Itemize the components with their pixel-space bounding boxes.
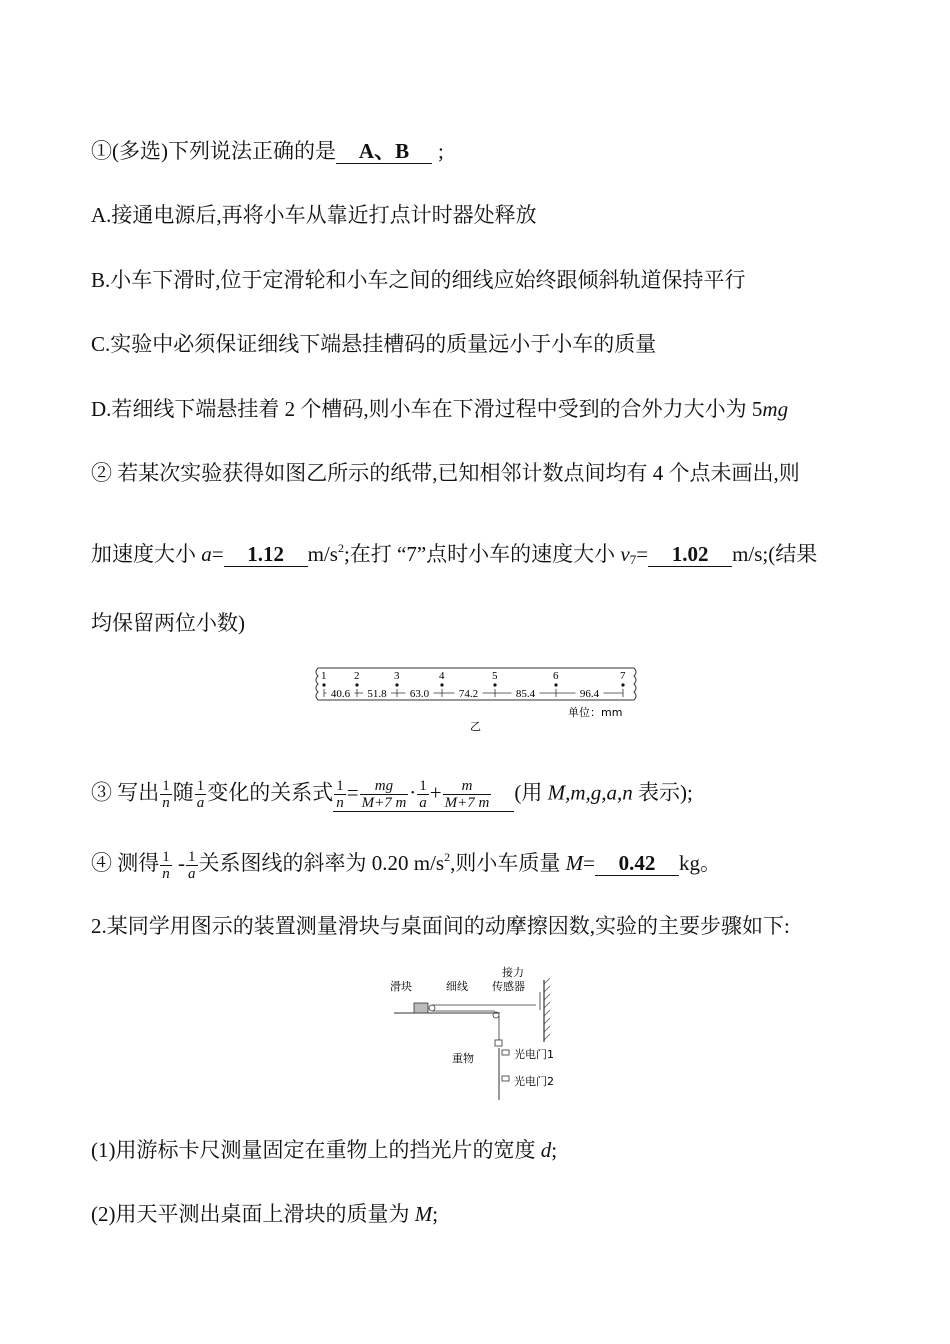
apparatus-figure (388, 962, 588, 1102)
p2-step1-text: (1)用游标卡尺测量固定在重物上的挡光片的宽度 (91, 1138, 541, 1162)
q3-mid: 变化的关系式 (207, 780, 334, 805)
tape-point-dot (554, 683, 557, 686)
q3-sui: 随 (172, 780, 194, 805)
pulley-left (429, 1005, 435, 1011)
tape-point-label: 7 (620, 670, 626, 682)
q4-text2: ,则小车质量 (450, 851, 566, 875)
label-gate1: 光电门1 (514, 1048, 554, 1061)
q2-mid: ;在打 “7”点时小车的速度大小 (343, 542, 621, 566)
weight-block (495, 1040, 502, 1046)
q3-ans-num: 1 (336, 778, 344, 794)
q3-ans-den1: M+7 m (361, 795, 407, 811)
q4-frac-1-a (186, 849, 198, 882)
tape-segment-label: 96.4 (579, 688, 600, 700)
p2-intro: 2.某同学用图示的装置测量滑块与桌面间的动摩擦因数,实验的主要步骤如下: (91, 914, 790, 938)
p2-step1-end: ; (551, 1138, 558, 1162)
q3-frac-den: n (162, 795, 170, 811)
q4-unit: kg。 (678, 851, 721, 875)
tape-segment-label: 63.0 (409, 688, 430, 700)
q4-text: 关系图线的斜率为 0.20 m/s (198, 851, 445, 875)
tape-point-dot (621, 683, 624, 686)
p2-step2-text: (2)用天平测出桌面上滑块的质量为 (91, 1202, 415, 1226)
q3-ans-mg: mg (360, 778, 409, 795)
p2-step1-var: d (540, 1138, 552, 1162)
q3-tail: 表示); (632, 780, 693, 805)
tape-segment-label: 85.4 (515, 688, 536, 700)
q4-var: M (565, 851, 584, 875)
q3-line (91, 778, 693, 812)
q2-accel-label: 加速度大小 (91, 542, 202, 566)
q3-ans-frac-1-n (334, 778, 346, 811)
q2-vel-blank: 1.02 (648, 542, 732, 567)
q2-exp: 2 (337, 541, 344, 555)
tape-point-label: 1 (321, 670, 327, 682)
q3-prefix: ③ 写出 (91, 780, 160, 805)
q4-num2: 1 (188, 848, 196, 865)
tape-segment-label: 51.8 (367, 688, 387, 700)
q3-answer-blank (333, 778, 514, 812)
q2-line3: 均保留两位小数) (91, 611, 245, 635)
q1-answer-blank: A、B (336, 139, 432, 164)
q4-num1: 1 (162, 848, 170, 865)
q2-var-v: v (620, 542, 630, 566)
p2-step2 (91, 1200, 438, 1228)
q3-frac-num: 1 (162, 778, 170, 794)
gate1-mark (502, 1050, 509, 1055)
label-sensor-1: 接力 (502, 966, 524, 979)
tape-point-label: 6 (553, 670, 559, 682)
slider-block (414, 1003, 428, 1013)
tape-point-label: 4 (439, 670, 445, 682)
q3-vars: M,m,g,a,n (547, 780, 633, 805)
q3-ans-m: m (443, 778, 492, 795)
q2-end: m/s;(结果 (732, 542, 818, 566)
q4-den1: n (162, 865, 170, 882)
tape-point-label: 3 (394, 670, 400, 682)
label-sensor-2: 传感器 (492, 980, 525, 993)
option-a: A.接通电源后,再将小车从靠近打点计时器处释放 (91, 203, 537, 227)
q2-var-a: a (201, 542, 212, 566)
wall-hatch (544, 978, 550, 1040)
q2-unit1: m/s (307, 542, 338, 566)
q4-dash: - (172, 851, 185, 875)
q2-sub: 7 (629, 552, 637, 567)
q1-suffix: ; (438, 139, 444, 163)
q3-frac-den2: a (196, 795, 205, 811)
tape-segment-label: 40.6 (330, 688, 351, 700)
option-c: C.实验中必须保证细线下端悬挂槽码的质量远小于小车的质量 (91, 332, 657, 356)
p2-step2-end: ; (432, 1202, 439, 1226)
tape-caption: 乙 (470, 720, 481, 733)
q3-suffix: (用 (514, 780, 548, 805)
tape-point-dot (395, 683, 398, 686)
p2-step2-var: M (414, 1202, 433, 1226)
p2-step1 (91, 1136, 557, 1164)
q3-ans-eq: = (346, 780, 359, 805)
q4-line (91, 843, 721, 882)
q1-line (91, 137, 444, 165)
q3-ans-frac-mg (360, 778, 409, 811)
q3-ans-frac-m (443, 778, 492, 811)
tape-point-label: 5 (492, 670, 498, 682)
q2-accel-blank: 1.12 (224, 542, 308, 567)
q2-line2 (91, 534, 817, 574)
q3-ans-frac-1-a (417, 778, 429, 811)
q4-prefix: ④ 测得 (91, 851, 160, 875)
tape-point-dot (322, 683, 325, 686)
option-d-text: D.若细线下端悬挂着 2 个槽码,则小车在下滑过程中受到的合外力大小为 5 (91, 397, 763, 421)
option-b: B.小车下滑时,位于定滑轮和小车之间的细线应始终跟倾斜轨道保持平行 (91, 268, 746, 292)
label-gate2: 光电门2 (514, 1075, 554, 1088)
q2-eq2: = (636, 542, 649, 566)
tape-segments (324, 688, 623, 700)
q3-frac-1-n (160, 778, 172, 811)
q3-frac-num2: 1 (196, 778, 205, 794)
tape-segment-label: 74.2 (458, 688, 479, 700)
paper-tape-figure (312, 664, 642, 736)
q4-frac-1-n (160, 849, 172, 882)
q4-answer-blank: 0.42 (595, 851, 679, 876)
option-d (91, 395, 788, 423)
label-thread: 细线 (446, 980, 468, 993)
q3-ans-den2: a (419, 795, 427, 811)
gate2-mark (502, 1076, 509, 1081)
q3-ans-num2: 1 (419, 778, 427, 794)
q3-frac-1-a (195, 778, 207, 811)
tape-unit: 单位：mm (568, 706, 623, 719)
q3-ans-dot: · (409, 780, 417, 805)
q3-ans-den: n (336, 795, 344, 811)
q2-line1: ② 若某次实验获得如图乙所示的纸带,已知相邻计数点间均有 4 个点未画出,则 (91, 461, 800, 485)
q4-exp: 2 (444, 850, 451, 864)
q4-eq: = (583, 851, 595, 875)
tape-point-dot (493, 683, 496, 686)
q4-den2: a (188, 865, 196, 882)
label-weight: 重物 (452, 1052, 474, 1065)
tape-point-dot (355, 683, 358, 686)
q3-ans-den3: M+7 m (444, 795, 490, 811)
option-d-var: mg (762, 397, 789, 421)
tape-point-label: 2 (354, 670, 360, 682)
q1-prefix: ①(多选)下列说法正确的是 (91, 139, 336, 163)
label-slider: 滑块 (390, 980, 412, 993)
q3-ans-plus: + (429, 780, 442, 805)
q2-eq1: = (211, 542, 224, 566)
tape-point-dot (440, 683, 443, 686)
